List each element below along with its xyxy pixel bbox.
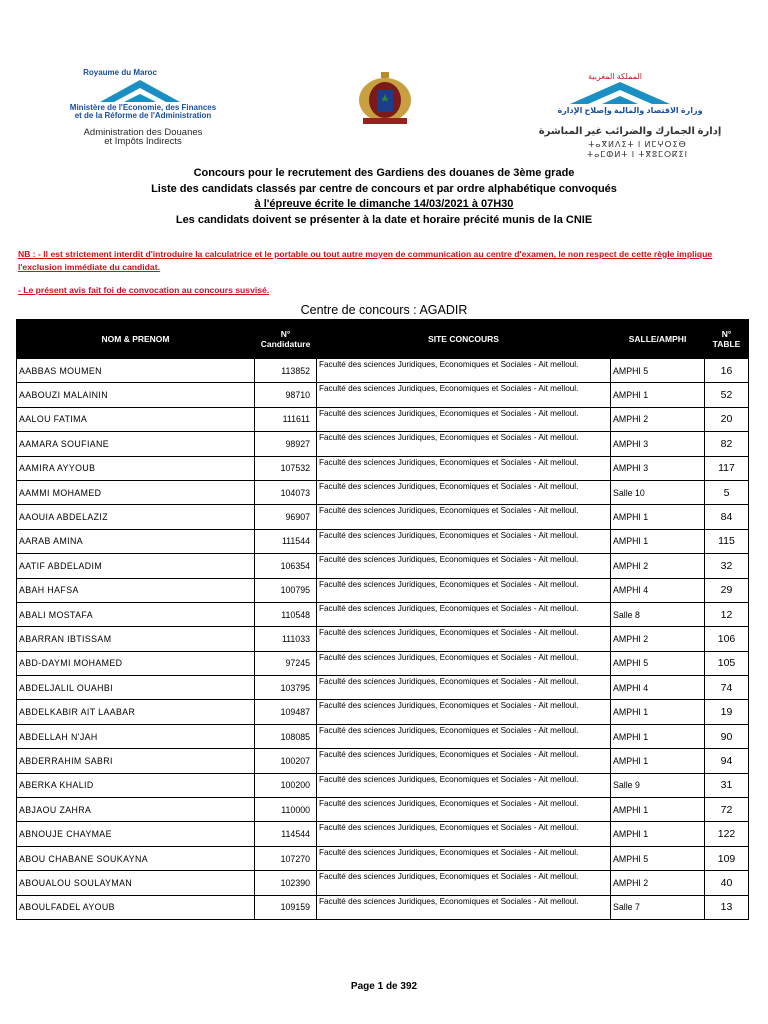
candidate-number: 97245: [255, 651, 317, 675]
title-line-2: Liste des candidats classés par centre de concours et par ordre alphabétique convoqués: [151, 182, 617, 195]
table-number: 52: [705, 383, 749, 407]
kingdom-label: Royaume du Maroc: [83, 68, 157, 77]
exam-room: AMPHI 3: [611, 432, 705, 456]
exam-site: Faculté des sciences Juridiques, Economiques et Sociales - Ait melloul.: [317, 749, 611, 773]
table-number: 19: [705, 700, 749, 724]
exam-site: Faculté des sciences Juridiques, Economiques et Sociales - Ait melloul.: [317, 822, 611, 846]
exam-room: AMPHI 5: [611, 846, 705, 870]
table-number: 20: [705, 407, 749, 431]
exam-room: AMPHI 1: [611, 505, 705, 529]
exam-room: AMPHI 1: [611, 724, 705, 748]
exam-room: Salle 9: [611, 773, 705, 797]
table-number: 106: [705, 627, 749, 651]
table-row: [17, 627, 749, 651]
candidate-name: AABOUZI MALAININ: [17, 383, 255, 407]
col-header-name: NOM & PRENOM: [17, 320, 255, 359]
table-row: [17, 700, 749, 724]
candidate-name: ABOULFADEL AYOUB: [17, 895, 255, 919]
ministry-logo-left: [40, 68, 235, 158]
exam-site: Faculté des sciences Juridiques, Economiques et Sociales - Ait melloul.: [317, 846, 611, 870]
table-row: [17, 676, 749, 700]
candidate-number: 114544: [255, 822, 317, 846]
title-line-1: Concours pour le recrutement des Gardiens des douanes de 3ème grade: [193, 167, 575, 179]
exam-site: Faculté des sciences Juridiques, Economiques et Sociales - Ait melloul.: [317, 432, 611, 456]
candidate-number: 108085: [255, 724, 317, 748]
candidate-number: 110000: [255, 798, 317, 822]
table-row: [17, 578, 749, 602]
table-row: [17, 871, 749, 895]
candidate-name: ABAH HAFSA: [17, 578, 255, 602]
candidate-number: 111544: [255, 529, 317, 553]
table-row: [17, 529, 749, 553]
table-header-row: [17, 320, 749, 359]
ministry-logo-right: [520, 70, 735, 160]
candidate-number: 109487: [255, 700, 317, 724]
table-row: [17, 432, 749, 456]
table-row: [17, 359, 749, 383]
candidate-name: AARAB AMINA: [17, 529, 255, 553]
exam-site: Faculté des sciences Juridiques, Economiques et Sociales - Ait melloul.: [317, 480, 611, 504]
exam-room: Salle 8: [611, 602, 705, 626]
table-number: 32: [705, 554, 749, 578]
candidate-number: 109159: [255, 895, 317, 919]
candidate-name: ABDELJALIL OUAHBI: [17, 676, 255, 700]
table-number: 90: [705, 724, 749, 748]
exam-site: Faculté des sciences Juridiques, Economiques et Sociales - Ait melloul.: [317, 529, 611, 553]
table-number: 94: [705, 749, 749, 773]
col-header-salle: SALLE/AMPHI: [611, 320, 705, 359]
exam-room: AMPHI 1: [611, 822, 705, 846]
table-number: 122: [705, 822, 749, 846]
ministry-name: Ministère de l'Economie, des Finances et de la Réforme de l'Administration: [69, 103, 217, 120]
exam-site: Faculté des sciences Juridiques, Economiques et Sociales - Ait melloul.: [317, 676, 611, 700]
exam-site: Faculté des sciences Juridiques, Economiques et Sociales - Ait melloul.: [317, 798, 611, 822]
candidate-number: 110548: [255, 602, 317, 626]
exam-site: Faculté des sciences Juridiques, Economiques et Sociales - Ait melloul.: [317, 505, 611, 529]
candidate-name: ABNOUJE CHAYMAE: [17, 822, 255, 846]
candidate-name: ABDELKABIR AIT LAABAR: [17, 700, 255, 724]
candidate-number: 96907: [255, 505, 317, 529]
candidate-number: 111611: [255, 407, 317, 431]
table-number: 31: [705, 773, 749, 797]
candidate-name: AAMMI MOHAMED: [17, 480, 255, 504]
exam-room: Salle 7: [611, 895, 705, 919]
candidate-name: ABDELLAH N'JAH: [17, 724, 255, 748]
table-row: [17, 651, 749, 675]
exam-site: Faculté des sciences Juridiques, Economiques et Sociales - Ait melloul.: [317, 651, 611, 675]
candidate-number: 98710: [255, 383, 317, 407]
table-row: [17, 822, 749, 846]
candidate-number: 107270: [255, 846, 317, 870]
exam-room: AMPHI 2: [611, 871, 705, 895]
candidate-number: 111033: [255, 627, 317, 651]
candidate-number: 100207: [255, 749, 317, 773]
table-number: 12: [705, 602, 749, 626]
exam-site: Faculté des sciences Juridiques, Economiques et Sociales - Ait melloul.: [317, 700, 611, 724]
exam-site: Faculté des sciences Juridiques, Economiques et Sociales - Ait melloul.: [317, 578, 611, 602]
exam-site: Faculté des sciences Juridiques, Economiques et Sociales - Ait melloul.: [317, 895, 611, 919]
table-row: [17, 602, 749, 626]
exam-room: Salle 10: [611, 480, 705, 504]
candidate-number: 100795: [255, 578, 317, 602]
candidate-number: 98927: [255, 432, 317, 456]
table-row: [17, 480, 749, 504]
mountain-logo-icon: [100, 76, 180, 104]
exam-room: AMPHI 5: [611, 359, 705, 383]
exam-room: AMPHI 4: [611, 676, 705, 700]
arabic-ministry-name: وزارة الاقتصاد والمالية وإصلاح الإدارة: [557, 106, 703, 115]
table-number: 117: [705, 456, 749, 480]
candidate-number: 102390: [255, 871, 317, 895]
candidate-number: 103795: [255, 676, 317, 700]
candidate-number: 113852: [255, 359, 317, 383]
exam-room: AMPHI 1: [611, 383, 705, 407]
exam-room: AMPHI 3: [611, 456, 705, 480]
administration-name: Administration des Douanes et Impôts Indirects: [83, 127, 203, 147]
table-number: 105: [705, 651, 749, 675]
candidate-name: ABJAOU ZAHRA: [17, 798, 255, 822]
exam-site: Faculté des sciences Juridiques, Economiques et Sociales - Ait melloul.: [317, 554, 611, 578]
col-header-table: N° TABLE: [705, 320, 749, 359]
table-number: 115: [705, 529, 749, 553]
candidate-name: AALOU FATIMA: [17, 407, 255, 431]
table-row: [17, 773, 749, 797]
exam-site: Faculté des sciences Juridiques, Economiques et Sociales - Ait melloul.: [317, 773, 611, 797]
tifinagh-line-2: ⵜⴰⵎⵀⵍⵜ ⵏ ⵜⴳⵓⵎⵔⴽⵉⵏ: [587, 150, 688, 159]
table-row: [17, 383, 749, 407]
table-row: [17, 895, 749, 919]
table-row: [17, 456, 749, 480]
tifinagh-line-1: ⵜⴰⴳⵍⴷⵉⵜ ⵏ ⵍⵎⵖⵔⵉⴱ: [588, 140, 687, 149]
candidate-name: ABOU CHABANE SOUKAYNA: [17, 846, 255, 870]
page-number: Page 1 de 392: [350, 981, 418, 992]
table-number: 13: [705, 895, 749, 919]
document-titles: [0, 166, 768, 228]
arabic-kingdom-label: المملكة المغربية: [588, 72, 642, 81]
table-number: 40: [705, 871, 749, 895]
table-number: 16: [705, 359, 749, 383]
exam-site: Faculté des sciences Juridiques, Economiques et Sociales - Ait melloul.: [317, 359, 611, 383]
table-number: 82: [705, 432, 749, 456]
exam-room: AMPHI 2: [611, 407, 705, 431]
candidate-number: 107532: [255, 456, 317, 480]
nb-warning: NB : - Il est strictement interdit d'introduire la calculatrice et le portable ou tout autre moyen de communication au centre d'examen, le non respect de cette règle implique l'exclusion immédiate du candidat.: [18, 249, 713, 272]
candidates-table: [16, 319, 749, 920]
candidate-name: ABALI MOSTAFA: [17, 602, 255, 626]
table-number: 84: [705, 505, 749, 529]
exam-room: AMPHI 2: [611, 627, 705, 651]
title-line-4: Les candidats doivent se présenter à la date et horaire précité munis de la CNIE: [175, 213, 593, 226]
centre-title: Centre de concours : AGADIR: [300, 303, 468, 317]
candidate-name: ABD-DAYMI MOHAMED: [17, 651, 255, 675]
convocation-notice: - Le présent avis fait foi de convocation au concours susvisé.: [18, 285, 270, 295]
candidate-name: ABERKA KHALID: [17, 773, 255, 797]
table-row: [17, 846, 749, 870]
table-number: 29: [705, 578, 749, 602]
exam-room: AMPHI 1: [611, 749, 705, 773]
exam-site: Faculté des sciences Juridiques, Economiques et Sociales - Ait melloul.: [317, 871, 611, 895]
col-header-num: N° Candidature: [255, 320, 317, 359]
candidate-name: AAMIRA AYYOUB: [17, 456, 255, 480]
col-header-site: SITE CONCOURS: [317, 320, 611, 359]
exam-site: Faculté des sciences Juridiques, Economiques et Sociales - Ait melloul.: [317, 383, 611, 407]
exam-room: AMPHI 5: [611, 651, 705, 675]
exam-site: Faculté des sciences Juridiques, Economiques et Sociales - Ait melloul.: [317, 627, 611, 651]
exam-room: AMPHI 2: [611, 554, 705, 578]
exam-site: Faculté des sciences Juridiques, Economiques et Sociales - Ait melloul.: [317, 724, 611, 748]
table-number: 5: [705, 480, 749, 504]
candidate-name: AABBAS MOUMEN: [17, 359, 255, 383]
candidate-name: ABARRAN IBTISSAM: [17, 627, 255, 651]
title-line-3: à l'épreuve écrite le dimanche 14/03/2021 à 07H30: [254, 198, 514, 210]
table-number: 74: [705, 676, 749, 700]
table-row: [17, 505, 749, 529]
candidate-name: AATIF ABDELADIM: [17, 554, 255, 578]
exam-room: AMPHI 1: [611, 798, 705, 822]
mountain-logo-icon: [570, 80, 670, 106]
exam-site: Faculté des sciences Juridiques, Economiques et Sociales - Ait melloul.: [317, 602, 611, 626]
candidate-number: 104073: [255, 480, 317, 504]
candidate-number: 100200: [255, 773, 317, 797]
table-row: [17, 724, 749, 748]
candidate-name: AAMARA SOUFIANE: [17, 432, 255, 456]
table-row: [17, 798, 749, 822]
table-row: [17, 749, 749, 773]
table-number: 72: [705, 798, 749, 822]
arabic-administration-name: إدارة الجمارك والضرائب غير المباشرة: [538, 126, 722, 137]
exam-room: AMPHI 4: [611, 578, 705, 602]
table-number: 109: [705, 846, 749, 870]
exam-room: AMPHI 1: [611, 529, 705, 553]
candidate-name: AAOUIA ABDELAZIZ: [17, 505, 255, 529]
candidate-name: ABDERRAHIM SABRI: [17, 749, 255, 773]
exam-site: Faculté des sciences Juridiques, Economiques et Sociales - Ait melloul.: [317, 407, 611, 431]
candidate-number: 106354: [255, 554, 317, 578]
coat-of-arms-emblem: [355, 70, 415, 128]
exam-room: AMPHI 1: [611, 700, 705, 724]
exam-site: Faculté des sciences Juridiques, Economiques et Sociales - Ait melloul.: [317, 456, 611, 480]
table-row: [17, 407, 749, 431]
table-row: [17, 554, 749, 578]
candidate-name: ABOUALOU SOULAYMAN: [17, 871, 255, 895]
